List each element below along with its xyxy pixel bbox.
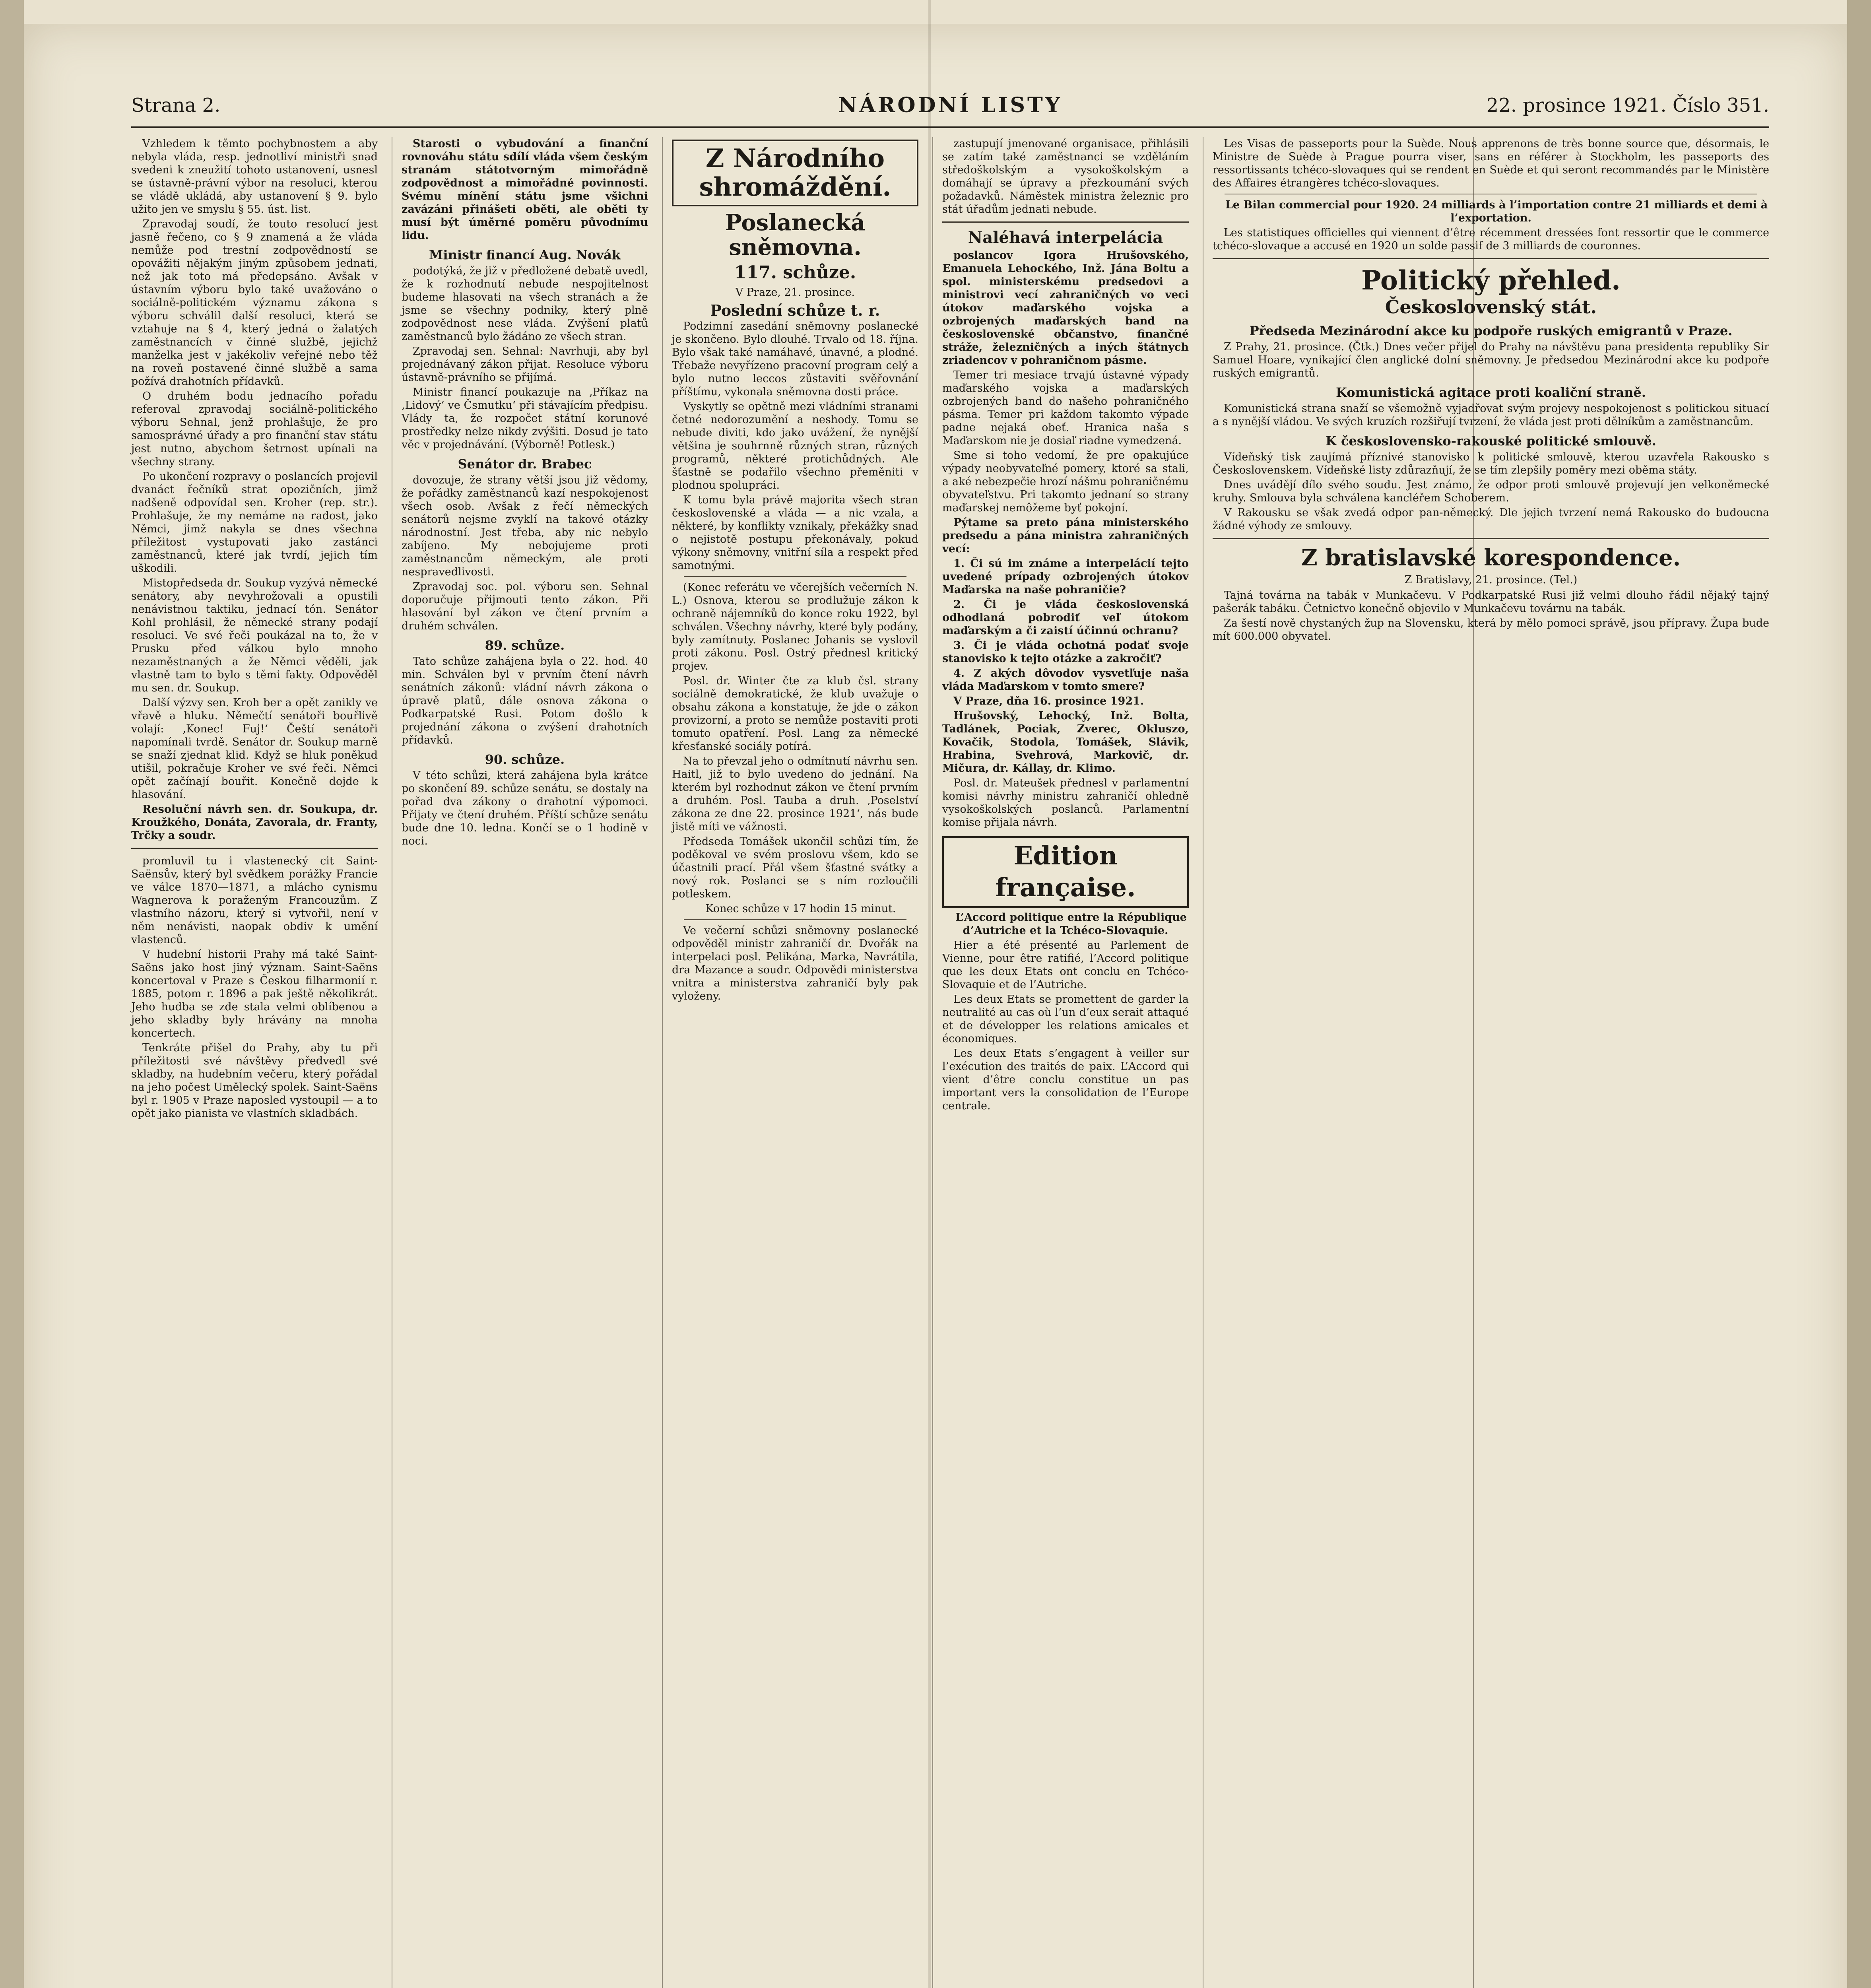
paragraph: zastupují jmenované organisace, přihlásili se zatím také zaměstnanci se vzděláním středoškolským a vysokoškolským a domáhají se úpravy a přezkoumání svých požadavků. Náměstek ministra železnic pro stát úřadům jednati nebude. [942, 138, 1189, 215]
column-2 [402, 137, 648, 849]
paragraph: promluvil tu i vlastenecký cit Saint-Saënsův, který byl svědkem porážky Francie ve válce 1870—1871, a mlácho cynismu Wagnerova k poraženým Francouzům. Z vlastního názoru, který si vytvořil, není v něm nenávisti, naopak obdiv k umění vlastenců. [131, 855, 378, 946]
session-title: Poslední schůze t. r. [710, 301, 880, 319]
paragraph: Předseda Tomášek ukončil schůzi tím, že poděkoval ve svém proslovu všem, kdo se účastnili prací. Přál všem šťastné svátky a nový rok. Poslanci se s ním rozloučili potleskem. [672, 835, 918, 900]
column-1 [131, 137, 378, 1122]
paragraph: Ve večerní schůzi sněmovny poslanecké odpověděl ministr zahraničí dr. Dvořák na interpelaci posl. Pelikána, Marka, Navrátila, dra Mazance a soudr. Odpovědi ministerstva vnitra a ministerstva zahraničí byly pak vyloženy. [672, 924, 918, 1002]
dateline: V Praze, 21. prosince. [735, 286, 855, 299]
section-rule [131, 848, 378, 849]
section-subtitle: Poslanecká sněmovna. [725, 210, 866, 260]
paragraph: Komunistická strana snaží se všemožně vyjadřovat svým projevy nespokojenost s politickou situací a s nynější vládou. Ve svých kruzích rozšiřují tvrzení, že vláda jest proti dělníkům a zaměstnancům. [1213, 402, 1769, 428]
column-4 [942, 137, 1189, 1114]
paragraph: Temer tri mesiace trvajú ústavné výpady maďarského vojska a maďarských ozbrojených band do našeho pohraničného pásma. Temer pri každom takomto výpade padne nejaká obeť. Hranica naša s Maďarskom nie je dosiaľ riadne vymedzená. [942, 369, 1189, 447]
paragraph: Posl. dr. Mateušek přednesl v parlamentní komisi návrhy ministru zahraničí ohledně vysokoškolských poslanců. Parlamentní komise přijala návrh. [942, 777, 1189, 829]
paragraph: Hrušovský, Lehocký, Inž. Bolta, Tadlánek, Pociak, Zverec, Okluszo, Kovačik, Stodola, Tomášek, Slávik, Hrabina, Svehrová, Markovič, dr. Mičura, dr. Kállay, dr. Klimo. [942, 710, 1189, 775]
section-masthead: Edition française. [942, 836, 1189, 908]
column-divider [662, 137, 663, 1988]
paragraph: Po ukončení rozpravy o poslancích projevil dvanáct řečníků strat opozičních, jimž nadšeně odpovídal sen. Kroher (rep. str.). Prohlašuje, že my nemáme na radost, jako Němci, jimž nakyla se dnes všechna příležitost vystupovati jako zastánci zaměstnanců, které jak tvrdí, jejich tím uškodili. [131, 470, 378, 575]
paragraph: Les statistiques officielles qui viennent d’être récemment dressées font ressortir que le commerce tchéco-slovaque a accusé en 1920 un solde passif de 3 milliards de couronnes. [1213, 227, 1769, 252]
paragraph: poslancov Igora Hrušovského, Emanuela Lehockého, Inž. Jána Boltu a spol. ministerskému predsedovi a ministrovi vecí zahraničných vo veci útokov maďarského vojska a ozbrojených maďarských band na československé občanstvo, finančné stráže, železničných a iných štátnych zriadencov v pohraničnom pásme. [942, 249, 1189, 367]
paragraph: Vídeňský tisk zaujímá příznivé stanovisko k politické smlouvě, kterou uzavřela Rakousko s Československem. Vídeňské listy zdůrazňují, že se tím zlepšily poměry mezi oběma státy. [1213, 451, 1769, 476]
separator [684, 576, 906, 577]
paragraph: Tajná továrna na tabák v Munkačevu. V Podkarpatské Rusi již velmi dlouho řádil nějaký tajný pašerák tabáku. Četnictvo konečně objevilo v Munkačevu továrnu na tabák. [1213, 589, 1769, 615]
column-5 [1213, 137, 1769, 645]
newspaper-title: NÁRODNÍ LISTY [838, 93, 1062, 117]
paragraph: 2. Či je vláda československá odhodlaná pobrodiť veľ útokom maďarským a či zaistí účinnú ochranu? [942, 598, 1189, 637]
paragraph: L’Accord politique entre la République d’Autriche et la Tchéco-Slovaquie. [955, 911, 1187, 937]
article-heading: 90. schůze. [485, 752, 565, 767]
paragraph: V Praze, dňa 16. prosince 1921. [953, 695, 1144, 707]
paragraph: Za šestí nově chystaných žup na Slovensku, která by mělo pomoci správě, jsou přípravy. Župa bude mít 600.000 obyvatel. [1213, 617, 1769, 643]
paragraph: Zpravodaj soudí, že touto resolucí jest jasně řečeno, co § 9 znamená a že vláda nemůže pod trestní zodpovědností se opovážiti nějakým jiným způsobem jednati, než jak toto má předepsáno. Avšak v ústavním výboru bylo také uvažováno o sociálně-politickém významu zákona s výboru schválil další resoluci, která se vztahuje na § 4, který jedná o žalatých zaměstnancích v činné službě, jejichž manželka jest v jakékoliv veřejné nebo těž na roveň postavené činné službě a sama požívá drahotních přídavků. [131, 218, 378, 388]
column-3 [672, 137, 918, 1004]
paragraph: Vzhledem k těmto pochybnostem a aby nebyla vláda, resp. jednotliví ministři snad svedeni k zneužití tohoto ustanovení, usnesl se ústavně-právní výbor na resoluci, kterou se vládě ukládá, aby ustanovení § 9. bylo užito jen ve smyslu § 55. úst. list. [131, 138, 378, 215]
paragraph: Na to převzal jeho o odmítnutí návrhu sen. Haitl, již to bylo uvedeno do jednání. Na kterém byl rozhodnut zákon ve čtení prvním a druhém. Posl. Tauba a druh. ‚Poselství zákona ze dne 22. prosince 1921‘, nás bude jistě míti ve vážnosti. [672, 755, 918, 833]
page-label: Strana 2. [131, 94, 221, 116]
separator [684, 919, 906, 920]
section-rule [1213, 258, 1769, 259]
issue-date: 22. prosince 1921. Číslo 351. [1486, 94, 1769, 116]
paragraph: Podzimní zasedání sněmovny poslanecké je skončeno. Bylo dlouhé. Trvalo od 18. října. Bylo však také namáhavé, únavné, a plodné. Třebaže nevyřízeno pracovní program celý a bylo nutno leccos zůstaviti svěřovnání příštímu, vykonala sněmovna dosti práce. [672, 320, 918, 398]
paragraph: Resoluční návrh sen. dr. Soukupa, dr. Kroužkého, Donáta, Zavorala, dr. Franty, Trčky a soudr. [131, 803, 378, 842]
paragraph: 3. Či je vláda ochotná podať svoje stanovisko k tejto otázke a zakročiť? [942, 639, 1189, 665]
paragraph: dovozuje, že strany větší jsou již vědomy, že pořádky zaměstnanců kazí nespokojenost všech osob. Avšak z řečí německých senátorů nejsme zvyklí na takové otázky národnostní. Jest třeba, aby nic nebylo zabíjeno. My nebojujeme proti zaměstnancům německým, ale proti nespravedlivosti. [402, 474, 648, 578]
paragraph: Mistopředseda dr. Soukup vyzývá německé senátory, aby nevyhrožovali a opustili nenávistnou taktiku, jednací tón. Senátor Kohl prohlásil, že německé strany podají resoluci. Ve své řeči poukázal na to, že v Prusku před válkou bylo mnoho nezaměstnaných a že Němci věděli, jak vlastně tam to bylo s těmi fakty. Odpověděl mu sen. dr. Soukup. [131, 577, 378, 694]
masthead [131, 93, 1769, 125]
page-fold [928, 0, 931, 1988]
page-edge-right [1847, 0, 1871, 1988]
paragraph: Le Bilan commercial pour 1920. 24 milliards à l’importation contre 21 milliards et demi à l’exportation. [1225, 199, 1768, 224]
section-masthead: Z bratislavské korespondence. [1301, 545, 1681, 571]
paragraph: Posl. dr. Winter čte za klub čsl. strany sociálně demokratické, že klub uvažuje o obsahu zákona a konstatuje, že jde o zákon provizorní, a proto se nemůže postaviti proti tomuto opatření. Posl. Lang za německé křesťanské sociály potírá. [672, 675, 918, 753]
article-heading: 89. schůze. [485, 638, 565, 653]
paragraph: Les deux Etats se promettent de garder la neutralité au cas où l’un d’eux serait attaqué et de développer les relations amicales et économiques. [942, 993, 1189, 1045]
paragraph: V hudební historii Prahy má také Saint-Saëns jako host jiný význam. Saint-Saëns koncertoval v Praze s Českou filharmonií r. 1885, potom r. 1896 a pak ještě několikrát. Jeho hudba se zde stala velmi oblíbenou a jeho skladby byly hrávány na mnoha koncertech. [131, 948, 378, 1039]
paragraph: Starosti o vybudování a finanční rovnováhu státu sdílí vláda všem českým stranám státotvorným mimořádně zodpovědnost a mimořádné povinnosti. Svému mínění státu jsme všichni zavázáni přinášeti oběti, ale oběti ty musí být úměrné poměru původnímu lidu. [402, 138, 648, 242]
paragraph: 4. Z akých dôvodov vysvetľuje naša vláda Maďarskom v tomto smere? [942, 667, 1189, 693]
paragraph: V Rakousku se však zvedá odpor pan-německý. Dle jejich tvrzení nemá Rakousko do budoucna žádné výhody ze smlouvy. [1213, 507, 1769, 532]
paragraph: Hier a été présenté au Parlement de Vienne, pour être ratifié, l’Accord politique que les deux Etats ont conclu en Tchéco-Slovaquie et de l’Autriche. [942, 939, 1189, 991]
paragraph: Dnes uvádějí dílo svého soudu. Jest známo, že odpor proti smlouvě projevují jen velkoněmecké kruhy. Smlouva byla schválena kancléřem Schoberem. [1213, 479, 1769, 504]
section-rule [942, 221, 1189, 223]
paragraph: 1. Či sú im známe a interpelácií tejto uvedené prípady ozbrojených útokov Maďarska na naše pohraničie? [942, 557, 1189, 596]
paragraph: Les deux Etats s’engagent à veiller sur l’exécution des traités de paix. L’Accord qui vient d’être conclu constitue un pas important vers la consolidation de l’Europe centrale. [942, 1047, 1189, 1112]
paragraph: K tomu byla právě majorita všech stran československé a vláda — a nic vzala, a některé, by konflikty vznikaly, překážky snad o nejistotě postupu překonávaly, pokud výkony sněmovny, vnitřní síla a respekt před samotnými. [672, 494, 918, 572]
paragraph: Tenkráte přišel do Prahy, aby tu při příležitosti své návštěvy předvedl své skladby, na hudebním večeru, který pořádal na jeho počest Umělecký spolek. Saint-Saëns byl r. 1905 v Praze naposled vystoupil — a to opět jako pianista ve vlastních skladbách. [131, 1042, 378, 1120]
page-edge-left [0, 0, 24, 1988]
section-masthead: Politický přehled. [1361, 265, 1621, 296]
article-heading: K československo-rakouské politické smlouvě. [1326, 433, 1656, 448]
paragraph: Zpravodaj sen. Sehnal: Navrhuji, aby byl projednávaný zákon přijat. Resoluce výboru ústavně-právního se přijímá. [402, 345, 648, 384]
section-subtitle: Československý stát. [1385, 296, 1597, 318]
paragraph: Další výzvy sen. Kroh ber a opět zanikly ve vřavě a hluku. Němečtí senátoři bouřlivě volají: ‚Konec! Fuj!‘ Čeští senátoři napomínali tvrdě. Senátor dr. Soukup marně se snaží zjednat klid. Když se hluk poněkud utišil, pokračuje Kroher ve své řeči. Němci opět začínají bouřit. Konečně dojde k hlasování. [131, 697, 378, 801]
article-heading: Naléhavá interpelácia [968, 228, 1163, 247]
article-heading: Ministr financí Aug. Novák [429, 247, 621, 262]
column-divider [932, 137, 933, 1988]
paragraph: Ministr financí poukazuje na ‚Příkaz na ‚Lidový‘ ve Čsmutku‘ při stávajícím předpisu. Vlády ta, že rozpočet státní korunové prostředky nelze nikdy zvýšiti. Dosud je tato věc v projednávání. (Výborně! Potlesk.) [402, 386, 648, 451]
paragraph: podotýká, že již v předložené debatě uvedl, že k rozhodnutí nebude nespojitelnost budeme hlasovati na všech stranách a že jsme se všechny podniky, který plně zodpovědnost nese vláda. Zvýšení platů zaměstnanců bylo žádáno ze všech stran. [402, 265, 648, 343]
masthead-rule [131, 126, 1769, 128]
article-heading: Předseda Mezinárodní akce ku podpoře ruských emigrantů v Praze. [1249, 323, 1733, 338]
paragraph: (Konec referátu ve včerejších večerních N. L.) Osnova, kterou se prodlužuje zákon k ochraně nájemníků do konce roku 1922, byl schválen. Všechny návrhy, které byly podány, byly zamítnuty. Poslanec Johanis se vyslovil proti zákonu. Posl. Ostrý přednesl kritický projev. [672, 581, 918, 672]
paragraph: Sme si toho vedomí, že pre opakujúce výpady neobyvateľné pomery, ktoré sa stali, a aké nebezpečie hrozí nášmu pohraničnému obyvateľstvu. Pri takomto jednaní so strany maďarskej nemôžeme byť pokojní. [942, 449, 1189, 514]
paragraph: Z Prahy, 21. prosince. (Čtk.) Dnes večer přijel do Prahy na návštěvu pana presidenta republiky Sir Samuel Hoare, vynikající člen anglické dolní sněmovny. Je předsedou Mezinárodní akce ku podpoře ruských emigrantů. [1213, 341, 1769, 379]
section-masthead: Z Národního shromáždění. [672, 140, 918, 206]
session-number: 117. schůze. [734, 262, 856, 283]
paragraph: Les Visas de passeports pour la Suède. Nous apprenons de très bonne source que, désormais, le Ministre de Suède à Prague pourra viser, sans en référer à Stockholm, les passeports des ressortissants tchéco-slovaques qui se rendent en Suède et qui seront recommandés par le Ministère des Affaires étrangères tchéco-slovaques. [1213, 138, 1769, 189]
dateline: Z Bratislavy, 21. prosince. (Tel.) [1404, 574, 1578, 586]
paragraph: Zpravodaj soc. pol. výboru sen. Sehnal doporučuje přijmouti tento zákon. Při hlasování byl zákon ve čtení prvním a druhém schválen. [402, 580, 648, 632]
paragraph: V této schůzi, která zahájena byla krátce po skončení 89. schůze senátu, se dostaly na pořad dva zákony o drahotní výpomoci. Přijaty ve čtení druhém. Příští schůze senátu bude dne 10. ledna. Končí se o 1 hodině v noci. [402, 769, 648, 847]
paragraph: Pýtame sa preto pána ministerského predsedu a pána ministra zahraničných vecí: [942, 516, 1189, 555]
paragraph: Konec schůze v 17 hodin 15 minut. [705, 903, 896, 915]
paragraph: Tato schůze zahájena byla o 22. hod. 40 min. Schválen byl v prvním čtení návrh senátních zákonů: vládní návrh zákona o úpravě platů, dále osnova zákona o Podkarpatské Rusi. Potom došlo k projednání zákona o zvýšení drahotních přídavků. [402, 655, 648, 746]
section-rule [1213, 538, 1769, 539]
paragraph: O druhém bodu jednacího pořadu referoval zpravodaj sociálně-politického výboru Sehnal, jenž prohlašuje, že pro samosprávné úřady a pro finanční stav státu jest nutno, abychom šetrnost upínali na všechny strany. [131, 390, 378, 468]
article-heading: Senátor dr. Brabec [458, 456, 592, 472]
paragraph: Vyskytly se opětně mezi vládními stranami četné nedorozumění a neshody. Tomu se nebude diviti, kdo jako uvážení, že nynější většina je souhrnně různých stran, různých programů, některé protichůdných. Ale šťastně se podařilo všechno přeměniti v plodnou spolupráci. [672, 400, 918, 491]
article-heading: Komunistická agitace proti koaliční straně. [1336, 385, 1646, 400]
